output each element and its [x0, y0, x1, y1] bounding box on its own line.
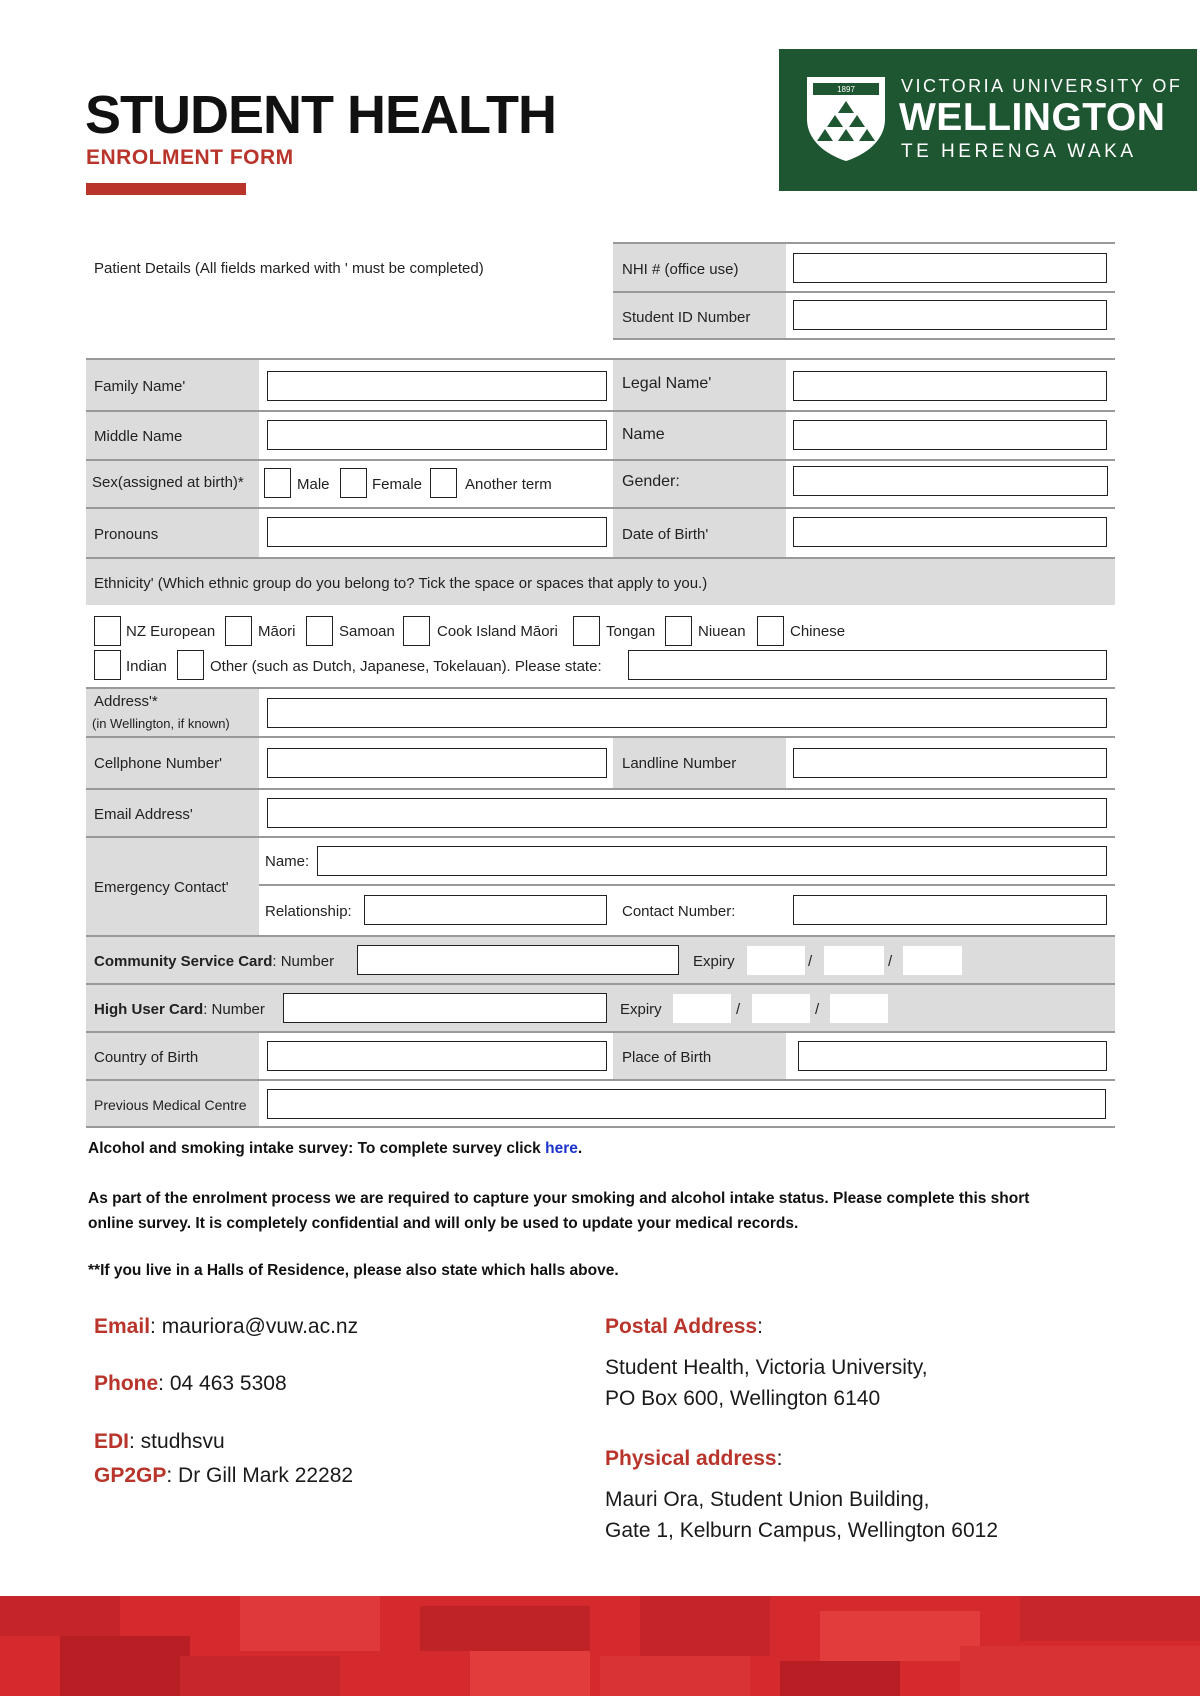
community-card-expiry-label: Expiry	[693, 953, 735, 970]
previous-medical-centre-input[interactable]	[267, 1089, 1106, 1119]
ethnicity-indian-label: Indian	[126, 658, 167, 675]
gender-label: Gender:	[622, 473, 680, 490]
sex-male-label: Male	[297, 476, 330, 493]
pronouns-input[interactable]	[267, 517, 607, 547]
previous-medical-centre-label: Previous Medical Centre	[94, 1097, 247, 1113]
country-of-birth-label: Country of Birth	[94, 1049, 199, 1066]
ethnicity-nz-european-checkbox[interactable]	[94, 616, 121, 646]
survey-paragraph-line1: As part of the enrolment process we are required to capture your smoking and alcohol intake status. Please complete this short	[88, 1190, 1030, 1207]
emergency-contact-number-input[interactable]	[793, 895, 1107, 925]
date-separator: /	[808, 953, 813, 970]
community-card-expiry-day-input[interactable]	[747, 946, 805, 975]
email-input[interactable]	[267, 798, 1107, 828]
high-user-card-label: High User Card: Number	[94, 1001, 265, 1018]
family-name-input[interactable]	[267, 371, 607, 401]
page-title: STUDENT HEALTH	[85, 85, 556, 145]
emergency-relationship-input[interactable]	[364, 895, 607, 925]
address-note: (in Wellington, if known)	[92, 716, 230, 731]
high-user-card-expiry-day-input[interactable]	[673, 994, 731, 1023]
high-user-card-number-input[interactable]	[283, 993, 607, 1023]
shield-crest-icon	[805, 75, 887, 163]
physical-address-line2: Gate 1, Kelburn Campus, Wellington 6012	[605, 1519, 999, 1542]
dob-label: Date of Birth'	[622, 526, 709, 543]
date-separator: /	[888, 953, 893, 970]
divider	[86, 1126, 1115, 1128]
family-name-label: Family Name'	[94, 378, 186, 395]
pronouns-label: Pronouns	[94, 526, 159, 543]
ethnicity-samoan-checkbox[interactable]	[306, 616, 333, 646]
emergency-contact-label: Emergency Contact'	[94, 879, 229, 896]
email-label: Email Address'	[94, 806, 193, 823]
gender-input[interactable]	[793, 466, 1108, 496]
divider	[613, 338, 1115, 340]
emergency-name-label: Name:	[265, 853, 310, 870]
student-id-input[interactable]	[793, 300, 1107, 330]
ethnicity-other-checkbox[interactable]	[177, 650, 204, 680]
physical-address-line1: Mauri Ora, Student Union Building,	[605, 1488, 930, 1511]
ethnicity-other-input[interactable]	[628, 650, 1107, 680]
nhi-input[interactable]	[793, 253, 1107, 283]
sex-female-checkbox[interactable]	[340, 468, 367, 498]
divider	[259, 884, 1115, 886]
community-card-expiry-month-input[interactable]	[824, 946, 884, 975]
address-input[interactable]	[267, 698, 1107, 728]
middle-name-input[interactable]	[267, 420, 607, 450]
sex-female-label: Female	[372, 476, 423, 493]
community-card-expiry-year-input[interactable]	[903, 946, 962, 975]
ethnicity-maori-label: Māori	[258, 623, 296, 640]
divider	[613, 291, 1115, 293]
university-logo	[779, 49, 1197, 191]
ethnicity-cook-island-maori-checkbox[interactable]	[403, 616, 430, 646]
nhi-label: NHI # (office use)	[622, 261, 739, 278]
contact-phone: Phone: 04 463 5308	[94, 1372, 287, 1395]
sex-label: Sex(assigned at birth)*	[92, 474, 244, 491]
date-separator: /	[736, 1001, 741, 1018]
logo-line1: VICTORIA UNIVERSITY OF	[901, 76, 1183, 96]
divider	[86, 410, 1115, 412]
ethnicity-chinese-checkbox[interactable]	[757, 616, 784, 646]
ethnicity-niuean-checkbox[interactable]	[665, 616, 692, 646]
student-id-label: Student ID Number	[622, 309, 751, 326]
middle-name-label: Middle Name	[94, 428, 183, 445]
sex-another-term-label: Another term	[465, 476, 552, 493]
legal-name-label: Legal Name'	[622, 375, 712, 392]
survey-link[interactable]: here	[545, 1140, 578, 1157]
contact-gp2gp: GP2GP: Dr Gill Mark 22282	[94, 1464, 354, 1487]
svg-text:1897: 1897	[837, 85, 855, 94]
ethnicity-label: Ethnicity' (Which ethnic group do you belong to? Tick the space or spaces that apply to you.)	[94, 575, 708, 592]
survey-note: Alcohol and smoking intake survey: To complete survey click here.	[88, 1140, 583, 1157]
high-user-card-expiry-label: Expiry	[620, 1001, 662, 1018]
high-user-card-expiry-month-input[interactable]	[752, 994, 810, 1023]
patient-details-label: Patient Details (All fields marked with ' must be completed)	[94, 260, 484, 277]
place-of-birth-label: Place of Birth	[622, 1049, 712, 1066]
physical-address-heading: Physical address:	[605, 1447, 783, 1470]
sex-male-checkbox[interactable]	[264, 468, 291, 498]
address-label: Address'*	[94, 693, 158, 710]
ethnicity-other-label: Other (such as Dutch, Japanese, Tokelauan). Please state:	[210, 658, 602, 675]
dob-input[interactable]	[793, 517, 1107, 547]
ethnicity-indian-checkbox[interactable]	[94, 650, 121, 680]
country-of-birth-input[interactable]	[267, 1041, 607, 1071]
place-of-birth-input[interactable]	[798, 1041, 1107, 1071]
community-card-label: Community Service Card: Number	[94, 953, 335, 970]
divider	[86, 507, 1115, 509]
postal-address-heading: Postal Address:	[605, 1315, 763, 1338]
emergency-relationship-label: Relationship:	[265, 903, 352, 920]
cellphone-input[interactable]	[267, 748, 607, 778]
ethnicity-cook-island-maori-label: Cook Island Māori	[437, 623, 558, 640]
sex-another-term-checkbox[interactable]	[430, 468, 457, 498]
logo-line2: WELLINGTON	[899, 96, 1166, 139]
ethnicity-tongan-label: Tongan	[606, 623, 656, 640]
high-user-card-expiry-year-input[interactable]	[830, 994, 888, 1023]
footer-pattern-band	[0, 1596, 1200, 1696]
logo-line3: TE HERENGA WAKA	[901, 141, 1137, 162]
emergency-name-input[interactable]	[317, 846, 1107, 876]
contact-edi: EDI: studhsvu	[94, 1430, 225, 1453]
community-card-number-input[interactable]	[357, 945, 679, 975]
title-underline	[86, 183, 246, 195]
page-subtitle: ENROLMENT FORM	[86, 146, 294, 169]
survey-paragraph-line2: online survey. It is completely confidential and will only be used to update your medical records.	[88, 1215, 799, 1232]
postal-address-line2: PO Box 600, Wellington 6140	[605, 1387, 881, 1410]
date-separator: /	[815, 1001, 820, 1018]
name-label: Name	[622, 426, 665, 443]
halls-note: **If you live in a Halls of Residence, please also state which halls above.	[88, 1262, 619, 1279]
ethnicity-niuean-label: Niuean	[698, 623, 746, 640]
footer-pattern	[0, 1596, 1200, 1696]
ethnicity-samoan-label: Samoan	[339, 623, 395, 640]
emergency-contact-number-label: Contact Number:	[622, 903, 736, 920]
landline-label: Landline Number	[622, 755, 737, 772]
ethnicity-maori-checkbox[interactable]	[225, 616, 252, 646]
legal-name-input[interactable]	[793, 371, 1107, 401]
contact-email: Email: mauriora@vuw.ac.nz	[94, 1315, 359, 1338]
name-input[interactable]	[793, 420, 1107, 450]
ethnicity-chinese-label: Chinese	[790, 623, 846, 640]
cellphone-label: Cellphone Number'	[94, 755, 222, 772]
ethnicity-nz-european-label: NZ European	[126, 623, 216, 640]
postal-address-line1: Student Health, Victoria University,	[605, 1356, 928, 1379]
ethnicity-tongan-checkbox[interactable]	[573, 616, 600, 646]
landline-input[interactable]	[793, 748, 1107, 778]
